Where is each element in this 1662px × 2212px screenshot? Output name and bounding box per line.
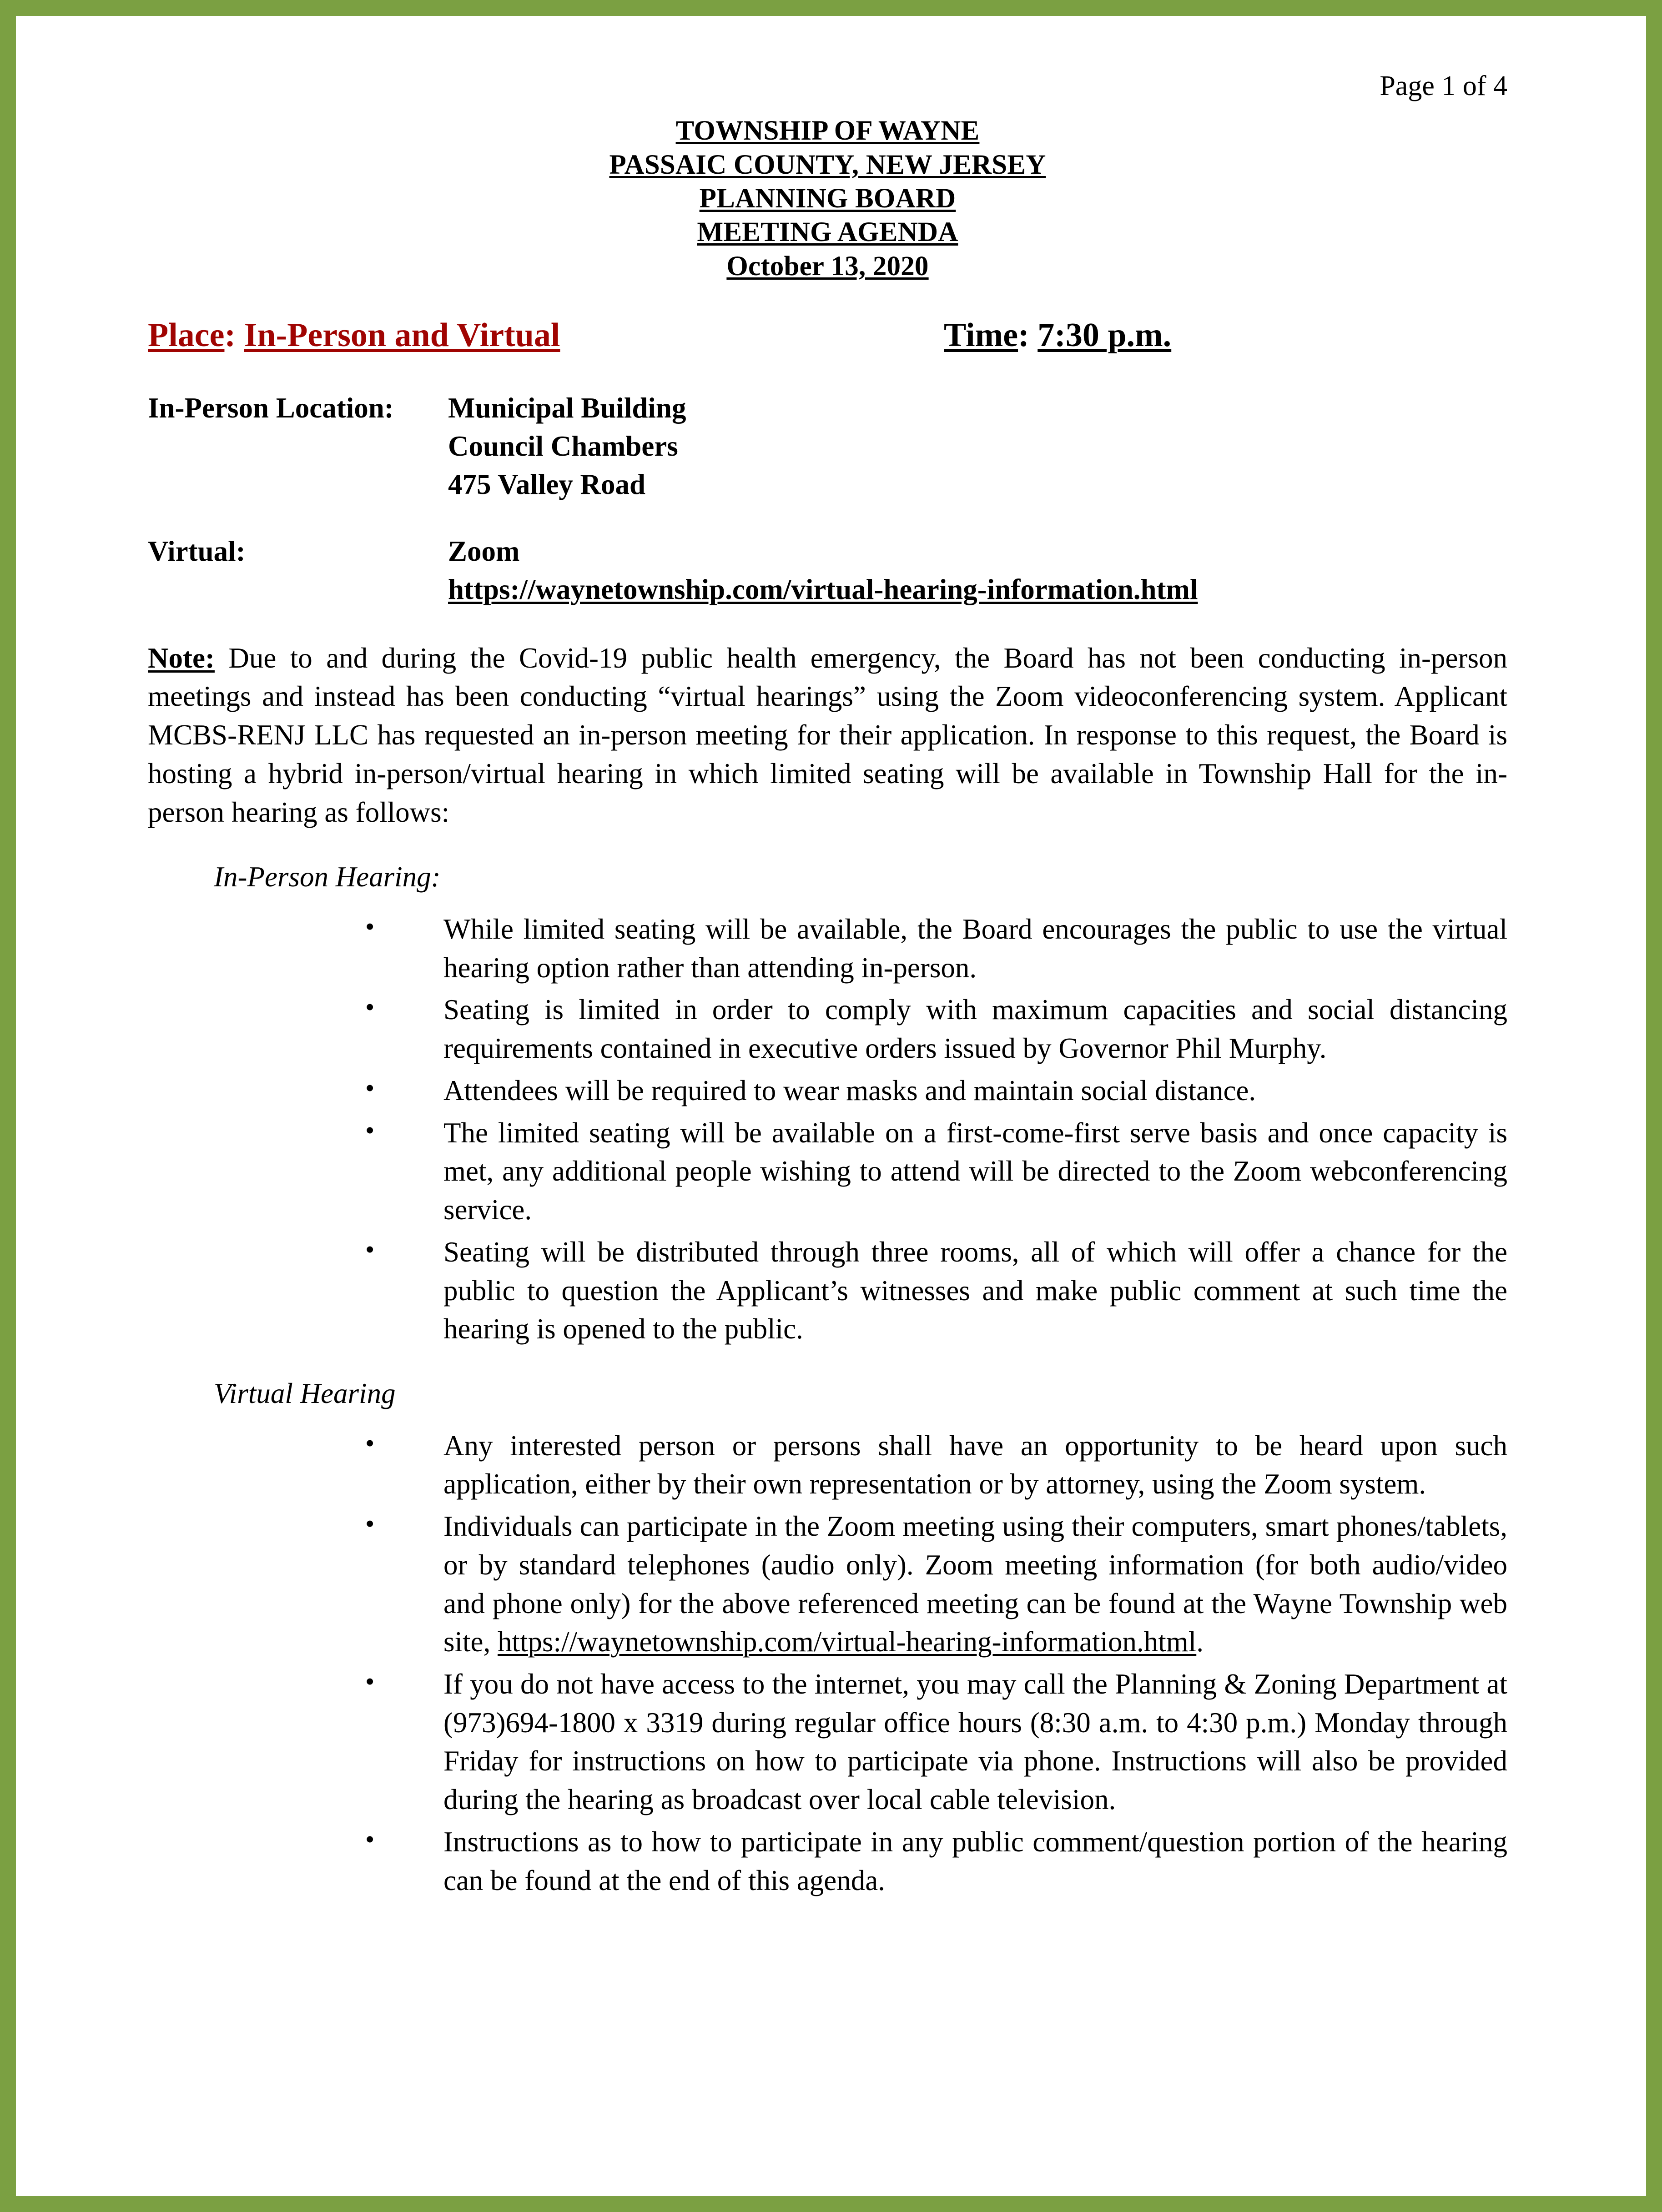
list-item: • Attendees will be required to wear masks and maintain social distance.	[330, 1071, 1507, 1110]
bullet-text-after-link: .	[1196, 1626, 1204, 1658]
place-value: In-Person and Virtual	[244, 317, 560, 354]
note-paragraph	[148, 639, 1507, 832]
title-line-date	[148, 250, 1507, 283]
place-time-row	[148, 317, 1507, 354]
list-item: • The limited seating will be available on a first-come-first serve basis and once capacity is met, any additional people wishing to attend will be directed to the Zoom webconferencing service.	[330, 1114, 1507, 1229]
list-item: • While limited seating will be available, the Board encourages the public to use the virtual hearing option rather than attending in-person.	[330, 910, 1507, 987]
virtual-location-row	[148, 532, 1507, 570]
in-person-location-line-3: 475 Valley Road	[448, 468, 646, 501]
in-person-hearing-list	[148, 910, 1507, 1348]
title-line-township	[148, 114, 1507, 148]
title-text-township: TOWNSHIP OF WAYNE	[675, 116, 980, 146]
in-person-location-line-1: Municipal Building	[448, 392, 686, 424]
virtual-url-cell[interactable]	[448, 570, 1507, 608]
list-item: • Instructions as to how to participate in any public comment/question portion of the hearing can be found at the end of this agenda.	[330, 1823, 1507, 1900]
in-person-location-line-2: Council Chambers	[448, 430, 678, 463]
list-item: • If you do not have access to the internet, you may call the Planning & Zoning Department at (973)694-1800 x 3319 during regular office hours (8:30 a.m. to 4:30 p.m.) Monday through Friday for instructions on how to participate via phone. Instructions will also be provided during the hearing as broadcast over local cable television.	[330, 1665, 1507, 1819]
place-field	[148, 317, 944, 354]
in-person-location-label: In-Person Location:	[148, 392, 394, 424]
virtual-hearing-list	[148, 1427, 1507, 1900]
time-value: 7:30 p.m.	[1037, 317, 1172, 354]
title-text-county: PASSAIC COUNTY, NEW JERSEY	[609, 149, 1046, 180]
document-title-block	[148, 114, 1507, 283]
place-separator: :	[224, 317, 244, 354]
place-label: Place	[148, 317, 225, 354]
in-person-hearing-heading: In-Person Hearing:	[214, 861, 441, 893]
title-line-county	[148, 148, 1507, 182]
location-gap	[148, 504, 1507, 532]
note-label: Note:	[148, 642, 215, 674]
time-field	[944, 317, 1171, 354]
title-text-agenda: MEETING AGENDA	[697, 217, 958, 248]
title-text-date: October 13, 2020	[726, 251, 929, 282]
virtual-hearing-link[interactable]: https://waynetownship.com/virtual-hearing-information.html	[448, 573, 1198, 606]
virtual-hearing-inline-link[interactable]: https://waynetownship.com/virtual-hearing-information.html	[498, 1626, 1197, 1658]
title-line-agenda	[148, 216, 1507, 249]
virtual-platform: Zoom	[448, 535, 520, 567]
list-item: • Any interested person or persons shall have an opportunity to be heard upon such application, either by their own representation or by attorney, using the Zoom system.	[330, 1427, 1507, 1503]
note-body: Due to and during the Covid-19 public health emergency, the Board has not been conducting in-person meetings and instead has been conducting “virtual hearings” using the Zoom videoconferencing system. Applicant MCBS-RENJ LLC has requested an in-person meeting for their application. In response to this request, the Board is hosting a hybrid in-person/virtual hearing in which limited seating will be available in Township Hall for the in-person hearing as follows:	[148, 642, 1507, 828]
time-separator: :	[1018, 317, 1038, 354]
page-number: Page 1 of 4	[1380, 70, 1507, 101]
virtual-url-row	[148, 570, 1507, 608]
virtual-label: Virtual:	[148, 535, 246, 567]
bullet-text-before-link: Individuals can participate in the Zoom meeting using their computers, smart phones/tablets, or by standard telephones (audio only). Zoom meeting information (for both audio/video and phone only) for the above referenced meeting can be found at the Wayne Township web site,	[443, 1510, 1507, 1658]
in-person-location-row-2	[148, 427, 1507, 465]
list-item: • Seating will be distributed through three rooms, all of which will offer a chance for the public to question the Applicant’s witnesses and make public comment at such time the hearing is opened to the public.	[330, 1233, 1507, 1348]
page-sheet	[16, 16, 1646, 2196]
in-person-location-row-3	[148, 465, 1507, 503]
title-text-board: PLANNING BOARD	[699, 183, 956, 214]
list-item: • Seating is limited in order to comply with maximum capacities and social distancing requirements contained in executive orders issued by Governor Phil Murphy.	[330, 990, 1507, 1067]
time-label: Time	[944, 317, 1018, 354]
title-line-board	[148, 182, 1507, 216]
location-block	[148, 389, 1507, 609]
virtual-hearing-heading: Virtual Hearing	[214, 1377, 396, 1409]
list-item-with-link	[330, 1507, 1507, 1661]
in-person-location-row	[148, 389, 1507, 427]
